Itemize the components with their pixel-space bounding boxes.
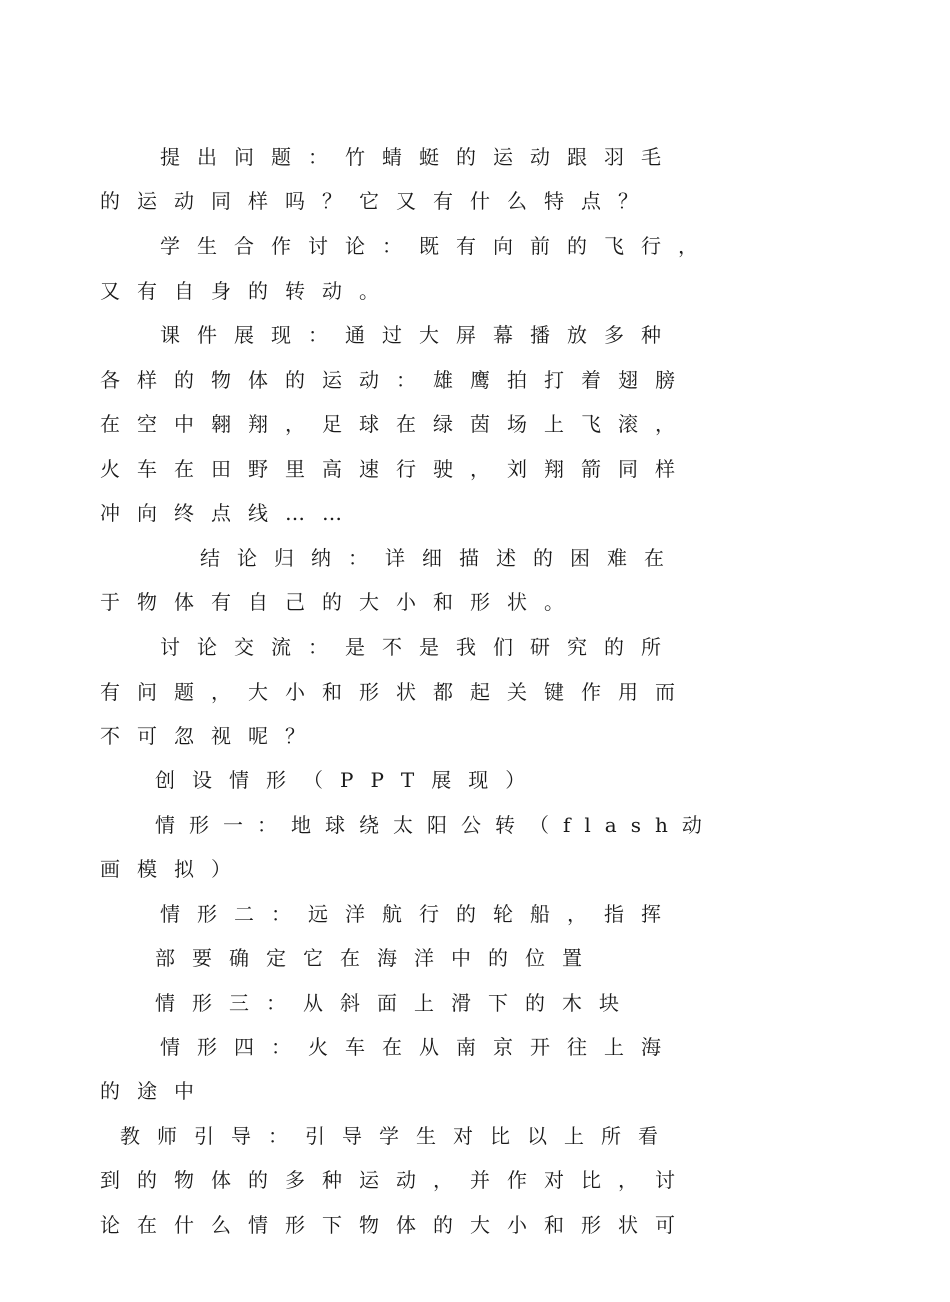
text-line: 的运动同样吗？它又有什么特点？ (100, 189, 655, 213)
text-line: 各样的物体的运动：雄鹰拍打着翅膀 (100, 368, 692, 392)
text-line: 情形三：从斜面上滑下的木块 (155, 991, 636, 1015)
text-line: 火车在田野里高速行驶，刘翔箭同样 (100, 457, 692, 481)
text-line: 教师引导：引导学生对比以上所看 (120, 1124, 675, 1148)
text-line: 情形四：火车在从南京开往上海 (160, 1035, 678, 1059)
text-line: 画模拟） (100, 857, 248, 881)
text-line: 讨论交流：是不是我们研究的所 (160, 635, 678, 659)
text-line: 学生合作讨论：既有向前的飞行， (160, 234, 715, 258)
text-line: 创设情形（PPT展现） (155, 768, 543, 792)
text-line: 的途中 (100, 1079, 211, 1103)
text-line: 不可忽视呢？ (100, 724, 322, 748)
text-line: 结论归纳：详细描述的困难在 (200, 546, 681, 570)
text-line: 情形一：地球绕太阳公转（flash动 (155, 813, 716, 837)
text-line: 有问题，大小和形状都起关键作用而 (100, 680, 692, 704)
text-line: 课件展现：通过大屏幕播放多种 (160, 323, 678, 347)
text-line: 情形二：远洋航行的轮船，指挥 (160, 902, 678, 926)
text-line: 又有自身的转动。 (100, 279, 396, 303)
text-line: 于物体有自己的大小和形状。 (100, 590, 581, 614)
text-line: 冲向终点线…… (100, 501, 359, 525)
text-line: 部要确定它在海洋中的位置 (155, 946, 599, 970)
text-line: 论在什么情形下物体的大小和形状可 (100, 1213, 692, 1237)
text-line: 在空中翱翔，足球在绿茵场上飞滚， (100, 412, 692, 436)
text-line: 到的物体的多种运动，并作对比，讨 (100, 1168, 692, 1192)
text-line: 提出问题：竹蜻蜓的运动跟羽毛 (160, 145, 678, 169)
